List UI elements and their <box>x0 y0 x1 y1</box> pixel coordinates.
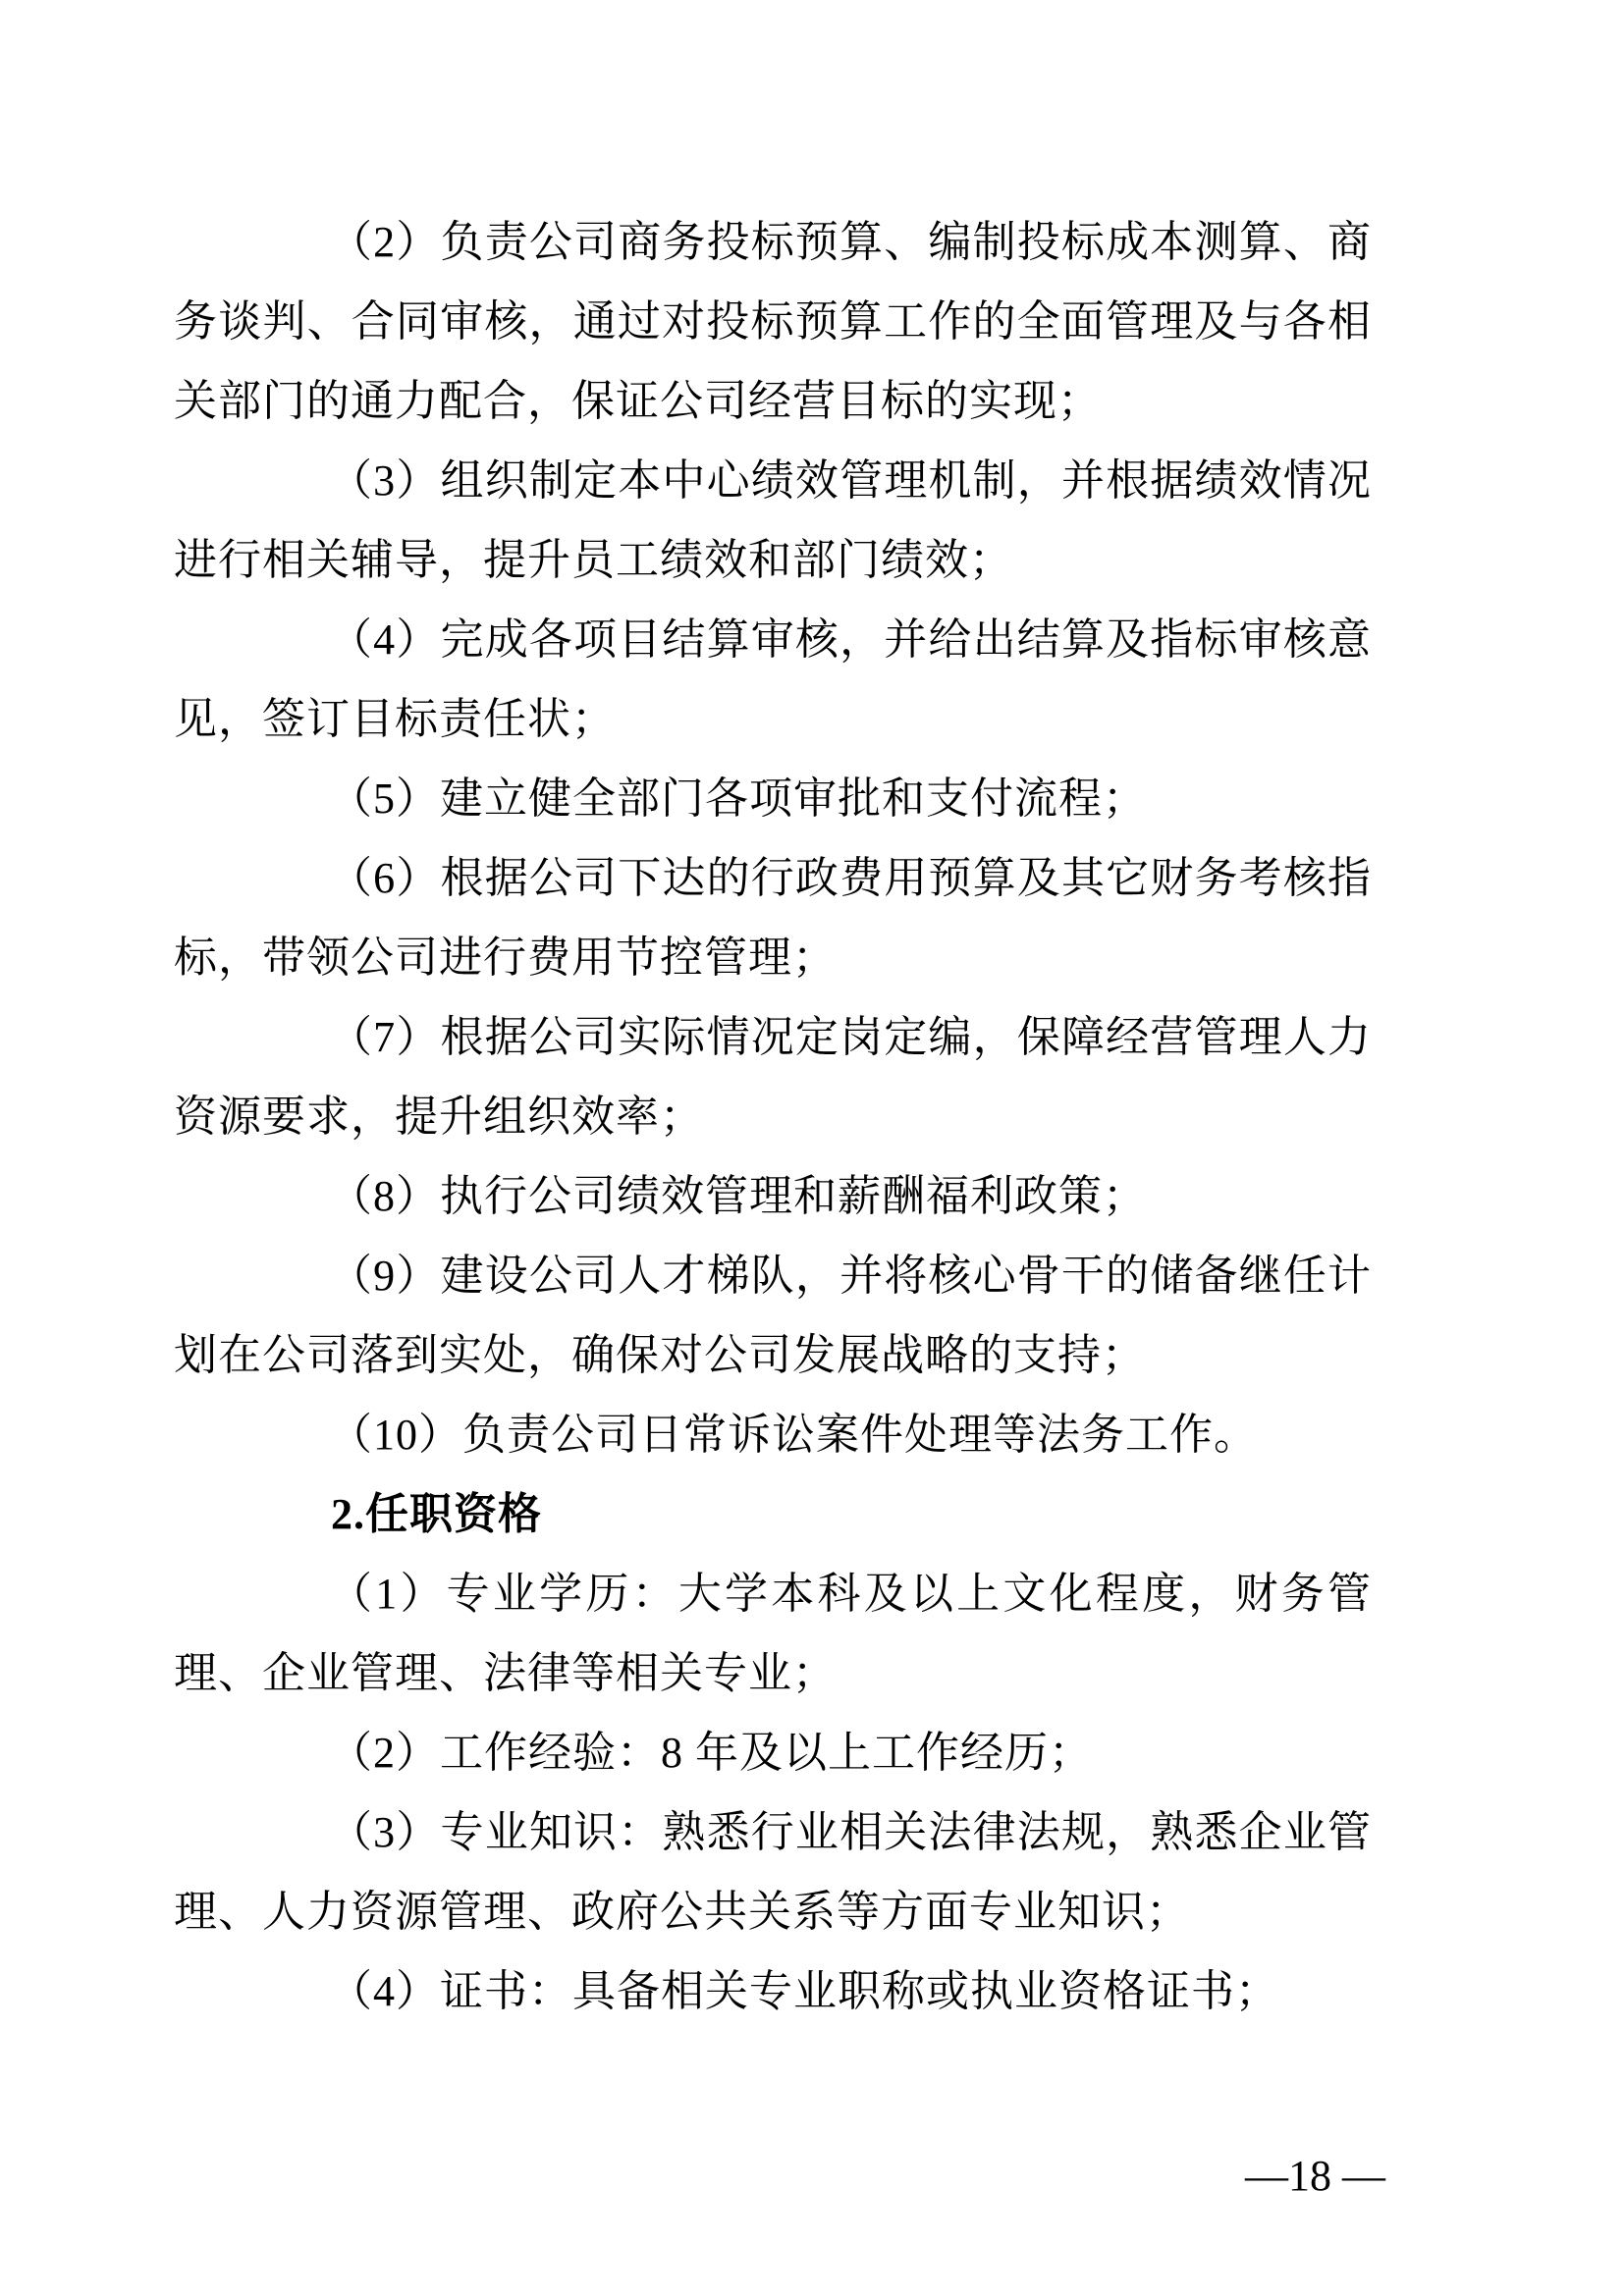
body-paragraph: （1）专业学历：大学本科及以上文化程度，财务管理、企业管理、法律等相关专业； <box>174 1570 1372 1697</box>
page-number: —18 — <box>1245 2152 1385 2200</box>
body-paragraph: （4）证书：具备相关专业职称或执业资格证书； <box>329 1967 1279 2015</box>
body-paragraph: （10）负责公司日常诉讼案件处理等法务工作。 <box>329 1411 1258 1459</box>
body-paragraph: （3）专业知识：熟悉行业相关法律法规，熟悉企业管理、人力资源管理、政府公共关系等方面专业知识； <box>174 1808 1372 1936</box>
body-paragraph: （2）负责公司商务投标预算、编制投标成本测算、商务谈判、合同审核，通过对投标预算工作的全面管理及与各相关部门的通力配合，保证公司经营目标的实现； <box>174 218 1372 425</box>
document-body <box>174 202 1372 2031</box>
body-paragraph: （9）建设公司人才梯队，并将核心骨干的储备继任计划在公司落到实处，确保对公司发展战略的支持； <box>174 1252 1372 1379</box>
body-paragraph: （7）根据公司实际情况定岗定编，保障经营管理人力资源要求，提升组织效率； <box>174 1013 1372 1141</box>
section-heading: 2.任职资格 <box>331 1490 542 1538</box>
body-paragraph: （2）工作经验：8 年及以上工作经历； <box>329 1729 1093 1777</box>
body-paragraph: （6）根据公司下达的行政费用预算及其它财务考核指标，带领公司进行费用节控管理； <box>174 854 1372 982</box>
body-paragraph: （5）建立健全部门各项审批和支付流程； <box>329 774 1147 823</box>
body-paragraph: （8）执行公司绩效管理和薪酬福利政策； <box>329 1172 1147 1220</box>
body-paragraph: （4）完成各项目结算审核，并给出结算及指标审核意见，签订目标责任状； <box>174 615 1372 743</box>
body-paragraph: （3）组织制定本中心绩效管理机制，并根据绩效情况进行相关辅导，提升员工绩效和部门绩效； <box>174 456 1372 584</box>
